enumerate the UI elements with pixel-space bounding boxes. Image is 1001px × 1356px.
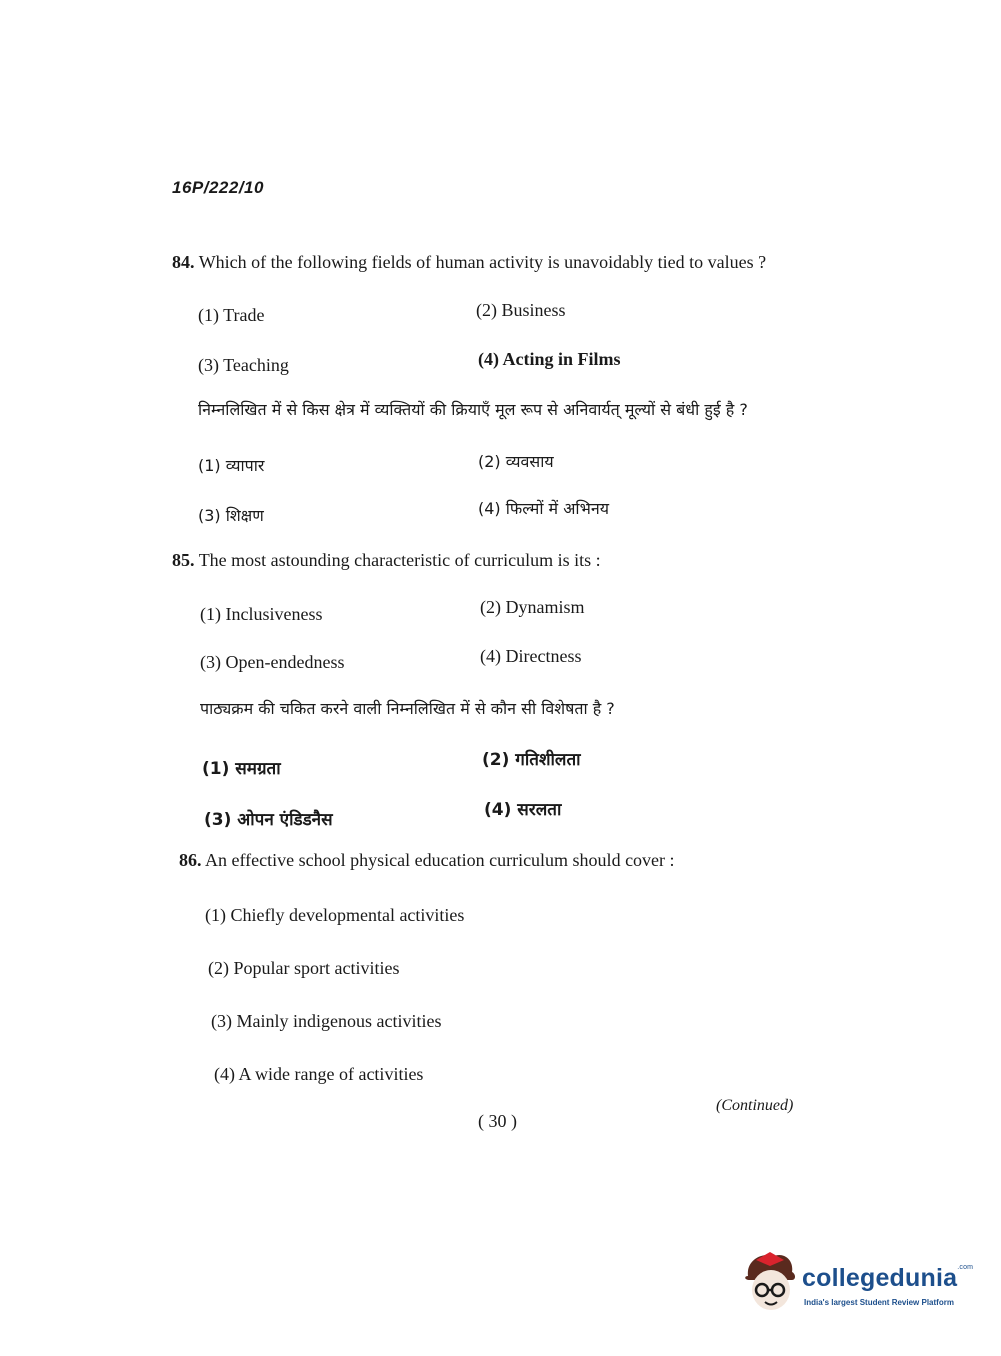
logo-brand-text xyxy=(802,1264,973,1293)
question-84 xyxy=(172,252,766,273)
question-text: An effective school physical education curriculum should cover : xyxy=(205,850,675,870)
question-text: The most astounding characteristic of curriculum is its : xyxy=(198,550,601,570)
continued-note: (Continued) xyxy=(716,1097,794,1114)
option-hindi-1: (1) समग्रता xyxy=(202,759,281,779)
option-hindi-4: (4) फिल्मों में अभिनय xyxy=(478,499,609,518)
option-1: (1) Trade xyxy=(198,305,265,325)
question-hindi: निम्नलिखित में से किस क्षेत्र में व्यक्तियों की क्रियाएँ मूल रूप से अनिवार्यत् मूल्यों से बंधी हुई है ? xyxy=(198,400,748,419)
mascot-icon xyxy=(740,1250,800,1314)
logo-suffix: .com xyxy=(957,1264,974,1271)
question-hindi: पाठ्यक्रम की चकित करने वाली निम्नलिखित में से कौन सी विशेषता है ? xyxy=(200,699,615,718)
option-4: (4) Directness xyxy=(480,646,582,666)
option-2: (2) Popular sport activities xyxy=(208,958,400,978)
option-hindi-1: (1) व्यापार xyxy=(198,456,265,475)
option-4: (4) A wide range of activities xyxy=(214,1064,424,1084)
option-1: (1) Chiefly developmental activities xyxy=(205,905,465,925)
option-4: (4) Acting in Films xyxy=(478,349,621,369)
question-number: 84. xyxy=(172,252,195,272)
option-hindi-3: (3) ओपन एंडिडनैस xyxy=(204,810,333,830)
logo-brand: collegedunia xyxy=(802,1264,958,1292)
collegedunia-logo xyxy=(740,1250,974,1320)
option-1: (1) Inclusiveness xyxy=(200,604,323,624)
page-number: ( 30 ) xyxy=(478,1111,517,1131)
option-2: (2) Dynamism xyxy=(480,597,585,617)
logo-tagline: India's largest Student Review Platform xyxy=(804,1298,954,1307)
option-3: (3) Teaching xyxy=(198,355,289,375)
option-3: (3) Open-endedness xyxy=(200,652,345,672)
option-hindi-2: (2) गतिशीलता xyxy=(482,750,581,770)
question-number: 86. xyxy=(179,850,202,870)
question-85 xyxy=(172,550,601,571)
paper-code: 16P/222/10 xyxy=(172,178,264,197)
question-number: 85. xyxy=(172,550,195,570)
option-2: (2) Business xyxy=(476,300,566,320)
question-text: Which of the following fields of human activity is unavoidably tied to values ? xyxy=(198,252,767,272)
question-86 xyxy=(179,850,675,871)
option-3: (3) Mainly indigenous activities xyxy=(211,1011,442,1031)
option-hindi-4: (4) सरलता xyxy=(484,800,562,820)
option-hindi-3: (3) शिक्षण xyxy=(198,506,264,525)
option-hindi-2: (2) व्यवसाय xyxy=(478,452,554,471)
